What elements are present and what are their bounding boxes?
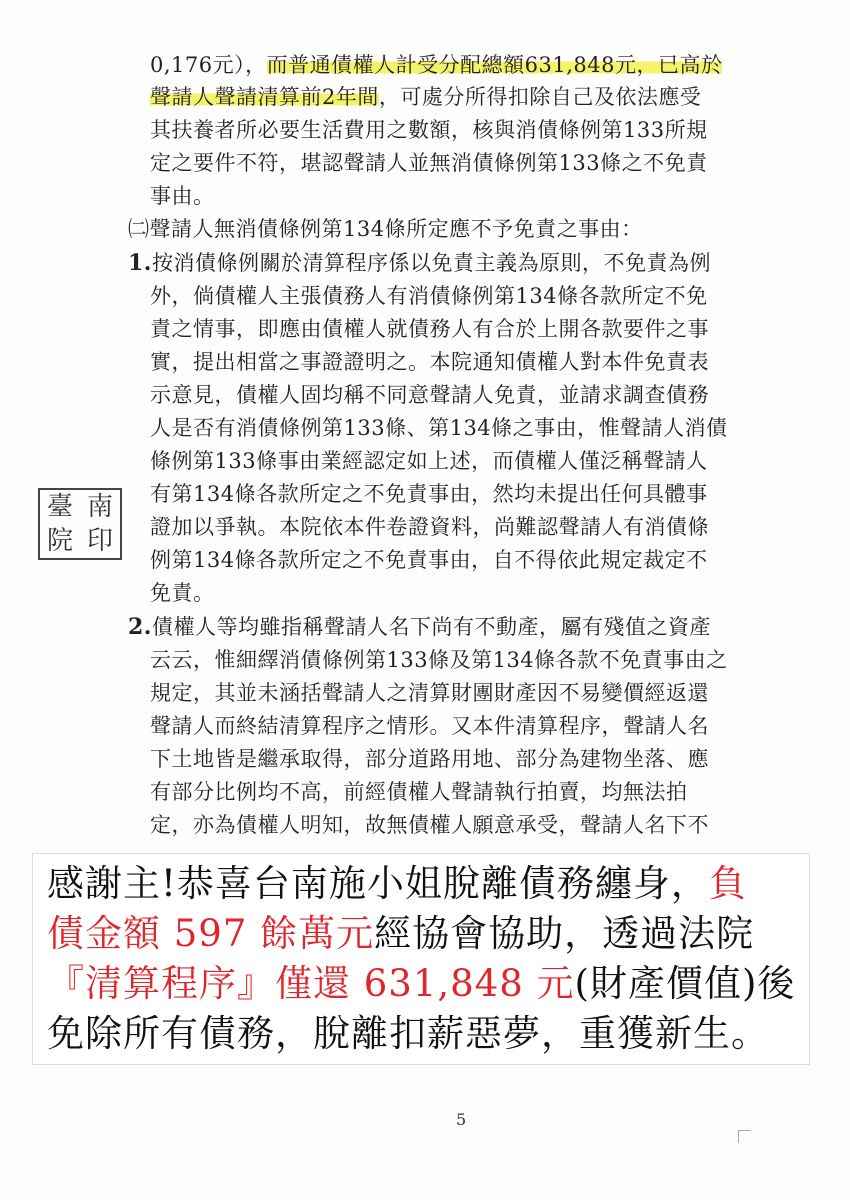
- caption-line-4: [47, 1010, 769, 1058]
- highlighted-text: 而普通債權人計受分配總額631,848元，已高於: [266, 53, 723, 77]
- seal-char: 臺: [46, 492, 73, 522]
- item-2-line-7: 定，亦為債權人明知，故無債權人願意承受，聲請人名下不: [150, 813, 709, 837]
- doc-text: 債權人等均雖指稱聲請人名下尚有不動產，屬有殘值之資產: [151, 615, 711, 639]
- page-number: 5: [456, 1110, 467, 1129]
- seal-char: 院: [46, 526, 73, 556]
- doc-line-3: 其扶養者所必要生活費用之數額，核與消債條例第133所規: [150, 118, 708, 142]
- item-number: 2.: [128, 614, 152, 640]
- item-1-line-9: 證加以爭執。本院依本件卷證資料，尚難認聲請人有消債條: [150, 515, 709, 539]
- caption-line-3: [47, 960, 795, 1008]
- item-1-line-10: 例第134條各款所定之不免責事由，自不得依此規定裁定不: [150, 548, 708, 572]
- doc-line-4: 定之要件不符，堪認聲請人並無消債條例第133條之不免責: [150, 151, 708, 175]
- caption-text: (財產價值)後: [574, 962, 796, 1005]
- doc-text: ，可處分所得扣除自己及依法應受: [378, 85, 702, 109]
- item-1-line-4: 實，提出相當之事證證明之。本院通知債權人對本件免責表: [150, 350, 709, 374]
- caption-red-text: 債金額 597 餘萬元: [47, 912, 375, 955]
- overlay-caption-box: [32, 853, 810, 1065]
- caption-text: 感謝主!恭喜台南施小姐脫離債務纏身，: [47, 862, 709, 905]
- item-1-line-2: 外，倘債權人主張債務人有消債條例第134條各款所定不免: [150, 284, 708, 308]
- caption-red-text: 負: [708, 862, 747, 905]
- caption-line-1: [47, 860, 747, 908]
- doc-text: 按消債條例關於清算程序係以免責主義為原則，不免責為例: [151, 251, 711, 275]
- caption-text: 經協會協助，透過法院: [374, 912, 755, 955]
- doc-line-1: [150, 50, 722, 80]
- scan-corner-mark: [738, 1130, 751, 1143]
- caption-line-2: [47, 910, 754, 958]
- item-1-line-6: 人是否有消債條例第133條、第134條之事由，惟聲請人消債: [150, 416, 728, 440]
- section-heading: ㈡聲請人無消債條例第134條所定應不予免責之事由：: [128, 217, 643, 241]
- seal-char: 印: [86, 526, 113, 556]
- item-1-line-7: 條例第133條事由業經認定如上述，而債權人僅泛稱聲請人: [150, 449, 708, 473]
- court-seal-stamp: [38, 488, 122, 560]
- item-1-line-11: 免責。: [150, 581, 215, 605]
- doc-text: 0,176元），: [150, 53, 267, 77]
- item-2-line-4: 聲請人而終結清算程序之情形。又本件清算程序，聲請人名: [150, 714, 709, 738]
- doc-line-5: 事由。: [150, 184, 215, 208]
- item-1-line-8: 有第134條各款所定之不免責事由，然均未提出任何具體事: [150, 482, 708, 506]
- item-2-line-1: [128, 612, 711, 642]
- item-number: 1.: [128, 250, 152, 276]
- seal-char: 南: [86, 492, 113, 522]
- item-1-line-1: [128, 248, 711, 278]
- item-2-line-3: 規定，其並未涵括聲請人之清算財團財產因不易變價經返還: [150, 681, 709, 705]
- doc-line-2: [150, 82, 701, 112]
- caption-red-text: 『清算程序』僅還 631,848 元: [47, 962, 575, 1005]
- item-2-line-6: 有部分比例均不高，前經債權人聲請執行拍賣，均無法拍: [150, 780, 688, 804]
- caption-text: 免除所有債務，脫離扣薪惡夢，重獲新生。: [47, 1012, 769, 1055]
- highlighted-text: 聲請人聲請清算前2年間: [150, 85, 379, 109]
- item-1-line-5: 示意見，債權人固均稱不同意聲請人免責，並請求調查債務: [150, 383, 709, 407]
- item-2-line-2: 云云，惟細繹消債條例第133條及第134條各款不免責事由之: [150, 648, 728, 672]
- item-1-line-3: 責之情事，即應由債權人就債務人有合於上開各款要件之事: [150, 317, 709, 341]
- item-2-line-5: 下土地皆是繼承取得，部分道路用地、部分為建物坐落、應: [150, 747, 709, 771]
